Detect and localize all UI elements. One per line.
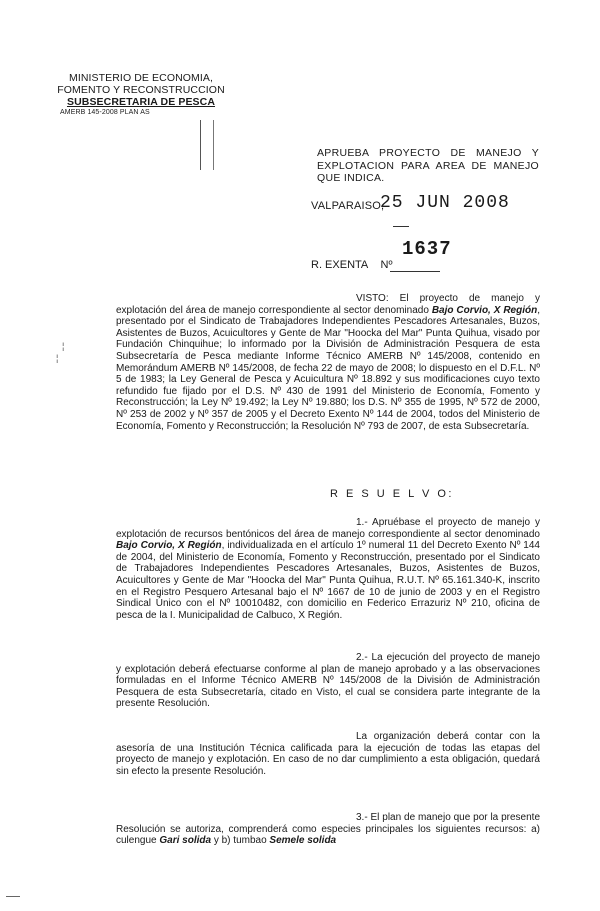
page-edge-mark [6,896,20,897]
subsecretaria-name: SUBSECRETARIA DE PESCA [66,96,216,108]
visto-label: VISTO [356,293,386,304]
article-1-sector: Bajo Corvio, X Región [116,540,222,552]
visto-paragraph [116,293,540,432]
resolution-title: APRUEBA PROYECTO DE MANEJO Y EXPLOTACION PARA AREA DE MANEJO QUE INDICA. [317,147,539,184]
date-underline [393,226,409,227]
article-2 [116,652,540,710]
date-stamp: 25 JUN 2008 [380,193,510,213]
visto-text: : El proyecto de manejo y explotación del área de manejo correspondiente al sector denominado [116,293,540,316]
article-2-text: 2.- La ejecución del proyecto de manejo y explotación deberá efectuarse conforme al plan de manejo aprobado y a las observaciones formuladas en el Informe Técnico AMERB Nº 145/2008 de la División de Administración Pesquera de esta Subsecretaría, citado en Visto, el cual se considera parte integrante de la presente Resolución. [116,652,540,710]
resolution-label [311,259,392,271]
handwritten-mark [200,120,214,170]
article-2-note [116,731,540,777]
ministry-header [56,72,226,117]
species-1: Gari solida [159,835,212,847]
resolution-type: R. EXENTA [311,259,369,271]
resolution-no-label: Nº [380,259,393,271]
ministry-name: MINISTERIO DE ECONOMIA, [68,72,214,84]
resolution-underline [390,271,440,272]
article-3 [116,812,540,847]
species-2: Semele solida [269,835,337,847]
visto-text-cont: , presentado por el Sindicato de Trabajadores Independientes Pescadores Artesanales, Buzos, Asistentes de Buzos, Acuicultores y Gente de Mar "Hoocka del Mar" Punta Quihua, visado por Fundación Chinquihue; lo informado por la División de Administración Pesquera de esta Subsecretaría de Pesca mediante Informe Técnico AMERB Nº 145/2008, contenido en Memorándum AMERB Nº 145/2008, de fecha 22 de mayo de 2008; lo dispuesto en el D.F.L. Nº 5 de 1983; la Ley General de Pesca y Acuicultura Nº 18.892 y sus modificaciones cuyo texto refundido fue fijado por el D.S. Nº 430 de 1991 del Ministerio de Economía, Fomento y Reconstrucción; la Ley Nº 19.492; la Ley Nº 19.880; los D.S. Nº 355 de 1995, Nº 572 de 2000, Nº 253 de 2002 y Nº 357 de 2005 y el Decreto Exento Nº 144 de 2004, todos del Ministerio de Economía, Fomento y Reconstrucción; la Resolución Nº 793 de 2007, de esta Subsecretaría. [116,304,540,432]
resuelvo-heading: R E S U E L V O: [330,488,454,500]
resolution-number: 1637 [402,238,452,260]
article-3-text-cont: y b) tumbao [211,835,270,847]
place-label: VALPARAISO, [311,200,385,212]
file-reference: AMERB 145-2008 PLAN AS [60,109,150,116]
article-1-text-cont: , individualizada en el artículo 1º numeral 11 del Decreto Exento Nº 144 de 2004, del Ministerio de Economía, Fomento y Reconstrucción, presentado por el Sindicato de Trabajadores Independientes Pescadores Artesanales, Buzos, Asistentes de Buzos, Acuicultores y Gente de Mar "Hoocka del Mar" Punta Quihua, R.U.T. Nº 65.161.340-K, inscrito en el Registro Pesquero Artesanal bajo el Nº 1667 de 10 de junio de 2003 y en el Registro Sindical Único con el Nº 10010482, con domicilio en Federico Errazuriz Nº 210, oficina de pesca de la I. Municipalidad de Calbuco, X Región. [116,540,540,621]
margin-mark-2: ¦ [56,353,59,363]
article-1-text: 1.- Apruébase el proyecto de manejo y explotación de recursos bentónicos del área de manejo correspondiente al sector denominado [116,517,540,540]
article-2-note-text: La organización deberá contar con la asesoría de una Institución Técnica calificada para la ejecución de todas las etapas del proyecto de manejo y explotación. En caso de no dar cumplimiento a esta obligación, quedará sin efecto la presente Resolución. [116,731,540,777]
article-1 [116,517,540,621]
visto-sector: Bajo Corvio, X Región [431,304,538,316]
margin-mark: ¦ [62,341,65,351]
ministry-name-continued: FOMENTO Y RECONSTRUCCION [57,84,225,96]
article-3-text: 3.- El plan de manejo que por la presente Resolución se autoriza, comprenderá como especies principales los siguientes recursos: a) culengue [116,812,540,847]
